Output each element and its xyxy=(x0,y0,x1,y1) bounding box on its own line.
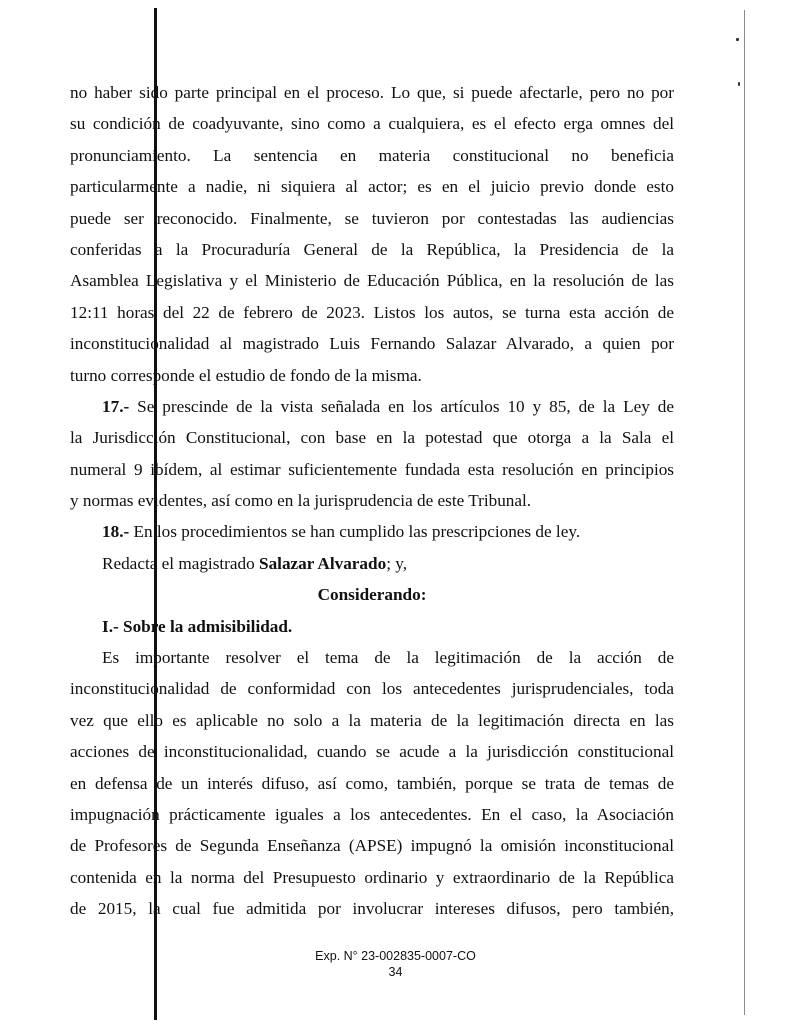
redacta-line xyxy=(70,548,674,579)
body-line: puede ser reconocido. Finalmente, se tuvieron por contestadas las audiencias xyxy=(70,208,674,228)
magistrate-name: Salazar Alvarado xyxy=(259,553,387,573)
page-number: 34 xyxy=(388,965,403,979)
body-line: en defensa de un interés difuso, así como, también, porque se trata de temas de xyxy=(70,773,674,793)
body-line: 12:11 horas del 22 de febrero de 2023. Listos los autos, se turna esta acción de xyxy=(70,302,674,322)
case-number: Exp. N° 23-002835-0007-CO xyxy=(315,949,476,963)
body-line: Es importante resolver el tema de la legitimación de la acción de xyxy=(102,648,674,668)
section-heading: I.- Sobre la admisibilidad. xyxy=(102,616,293,636)
scan-speck xyxy=(736,38,739,41)
body-line: inconstitucionalidad de conformidad con los antecedentes jurisprudenciales, toda xyxy=(70,679,674,699)
body-line: numeral 9 ibídem, al estimar suficientemente fundada esta resolución en principios xyxy=(70,459,674,479)
redacta-suffix: ; y, xyxy=(386,553,408,573)
scan-speck xyxy=(738,82,740,86)
paragraph-number: 17.- xyxy=(102,396,130,416)
body-line: no haber sido parte principal en el proceso. Lo que, si puede afectarle, pero no por xyxy=(70,83,674,102)
paragraph-17-first-line xyxy=(70,391,674,422)
paragraph-text: Se prescinde de la vista señalada en los artículos 10 y 85, de la Ley de xyxy=(129,396,674,416)
body-line: acciones de inconstitucionalidad, cuando se acude a la jurisdicción constitucional xyxy=(70,742,674,762)
scan-vertical-line-right xyxy=(744,10,745,1015)
body-line: turno corresponde el estudio de fondo de la misma. xyxy=(70,365,422,385)
paragraph-18 xyxy=(70,516,674,547)
body-line: de Profesores de Segunda Enseñanza (APSE) impugnó la omisión inconstitucional xyxy=(70,836,674,856)
body-line: conferidas a la Procuraduría General de la República, la Presidencia de la xyxy=(70,239,674,259)
body-line: su condición de coadyuvante, sino como a cualquiera, es el efecto erga omnes del xyxy=(70,114,674,134)
considerando-heading: Considerando: xyxy=(317,585,427,605)
document-body xyxy=(70,77,674,925)
paragraph-number: 18.- xyxy=(102,522,130,542)
page-footer xyxy=(0,948,791,980)
body-line: contenida en la norma del Presupuesto ordinario y extraordinario de la República xyxy=(70,867,674,887)
redacta-prefix: Redacta el magistrado xyxy=(102,553,260,573)
body-line: de 2015, la cual fue admitida por involucrar intereses difusos, pero también, xyxy=(70,899,674,919)
body-line: pronunciamiento. La sentencia en materia constitucional no beneficia xyxy=(70,145,674,165)
body-line: Asamblea Legislativa y el Ministerio de Educación Pública, en la resolución de las xyxy=(70,271,674,291)
body-line: particularmente a nadie, ni siquiera al actor; es en el juicio previo donde esto xyxy=(70,177,674,197)
body-line: inconstitucionalidad al magistrado Luis Fernando Salazar Alvarado, a quien por xyxy=(70,334,674,354)
paragraph-text: En los procedimientos se han cumplido las prescripciones de ley. xyxy=(129,522,581,542)
body-line: la Jurisdicción Constitucional, con base en la potestad que otorga a la Sala el xyxy=(70,428,674,448)
body-line: vez que ello es aplicable no solo a la materia de la legitimación directa en las xyxy=(70,710,674,730)
body-line: impugnación prácticamente iguales a los antecedentes. En el caso, la Asociación xyxy=(70,804,674,824)
body-line: y normas evidentes, así como en la jurisprudencia de este Tribunal. xyxy=(70,491,532,511)
